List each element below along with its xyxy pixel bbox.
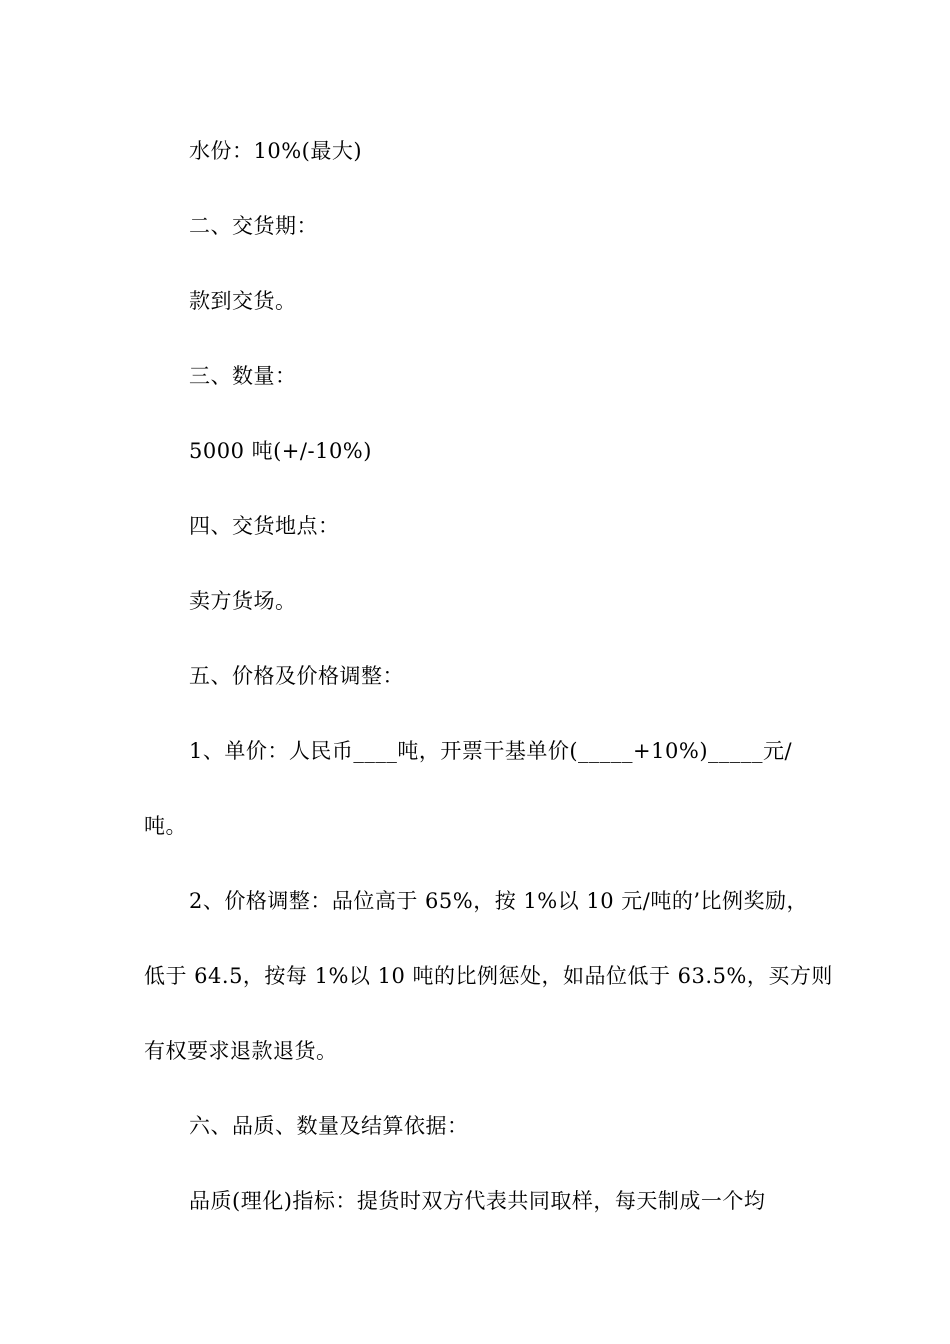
price-adjustment-line-3: 有权要求退款退货。: [144, 1039, 338, 1063]
delivery-place-text: 卖方货场。: [189, 589, 297, 613]
section-delivery-period-heading: 二、交货期：: [189, 214, 318, 238]
unit-price-line-continued: 吨。: [144, 814, 187, 838]
water-content-line: 水份：10%(最大): [189, 139, 363, 163]
quantity-text: 5000 吨(+/-10%): [189, 439, 372, 463]
section-price-heading: 五、价格及价格调整：: [189, 664, 404, 688]
unit-price-line: 1、单价：人民币____吨，开票干基单价(_____+10%)_____元/: [189, 739, 793, 763]
price-adjustment-line-1: 2、价格调整：品位高于 65%，按 1%以 10 元/吨的’比例奖励，: [189, 889, 809, 913]
quality-indicator-line: 品质(理化)指标：提货时双方代表共同取样，每天制成一个均: [189, 1189, 766, 1213]
section-quality-heading: 六、品质、数量及结算依据：: [189, 1114, 469, 1138]
section-quantity-heading: 三、数量：: [189, 364, 297, 388]
delivery-period-text: 款到交货。: [189, 289, 297, 313]
section-delivery-place-heading: 四、交货地点：: [189, 514, 340, 538]
price-adjustment-line-2: 低于 64.5，按每 1%以 10 吨的比例惩处，如品位低于 63.5%，买方则: [144, 964, 833, 988]
